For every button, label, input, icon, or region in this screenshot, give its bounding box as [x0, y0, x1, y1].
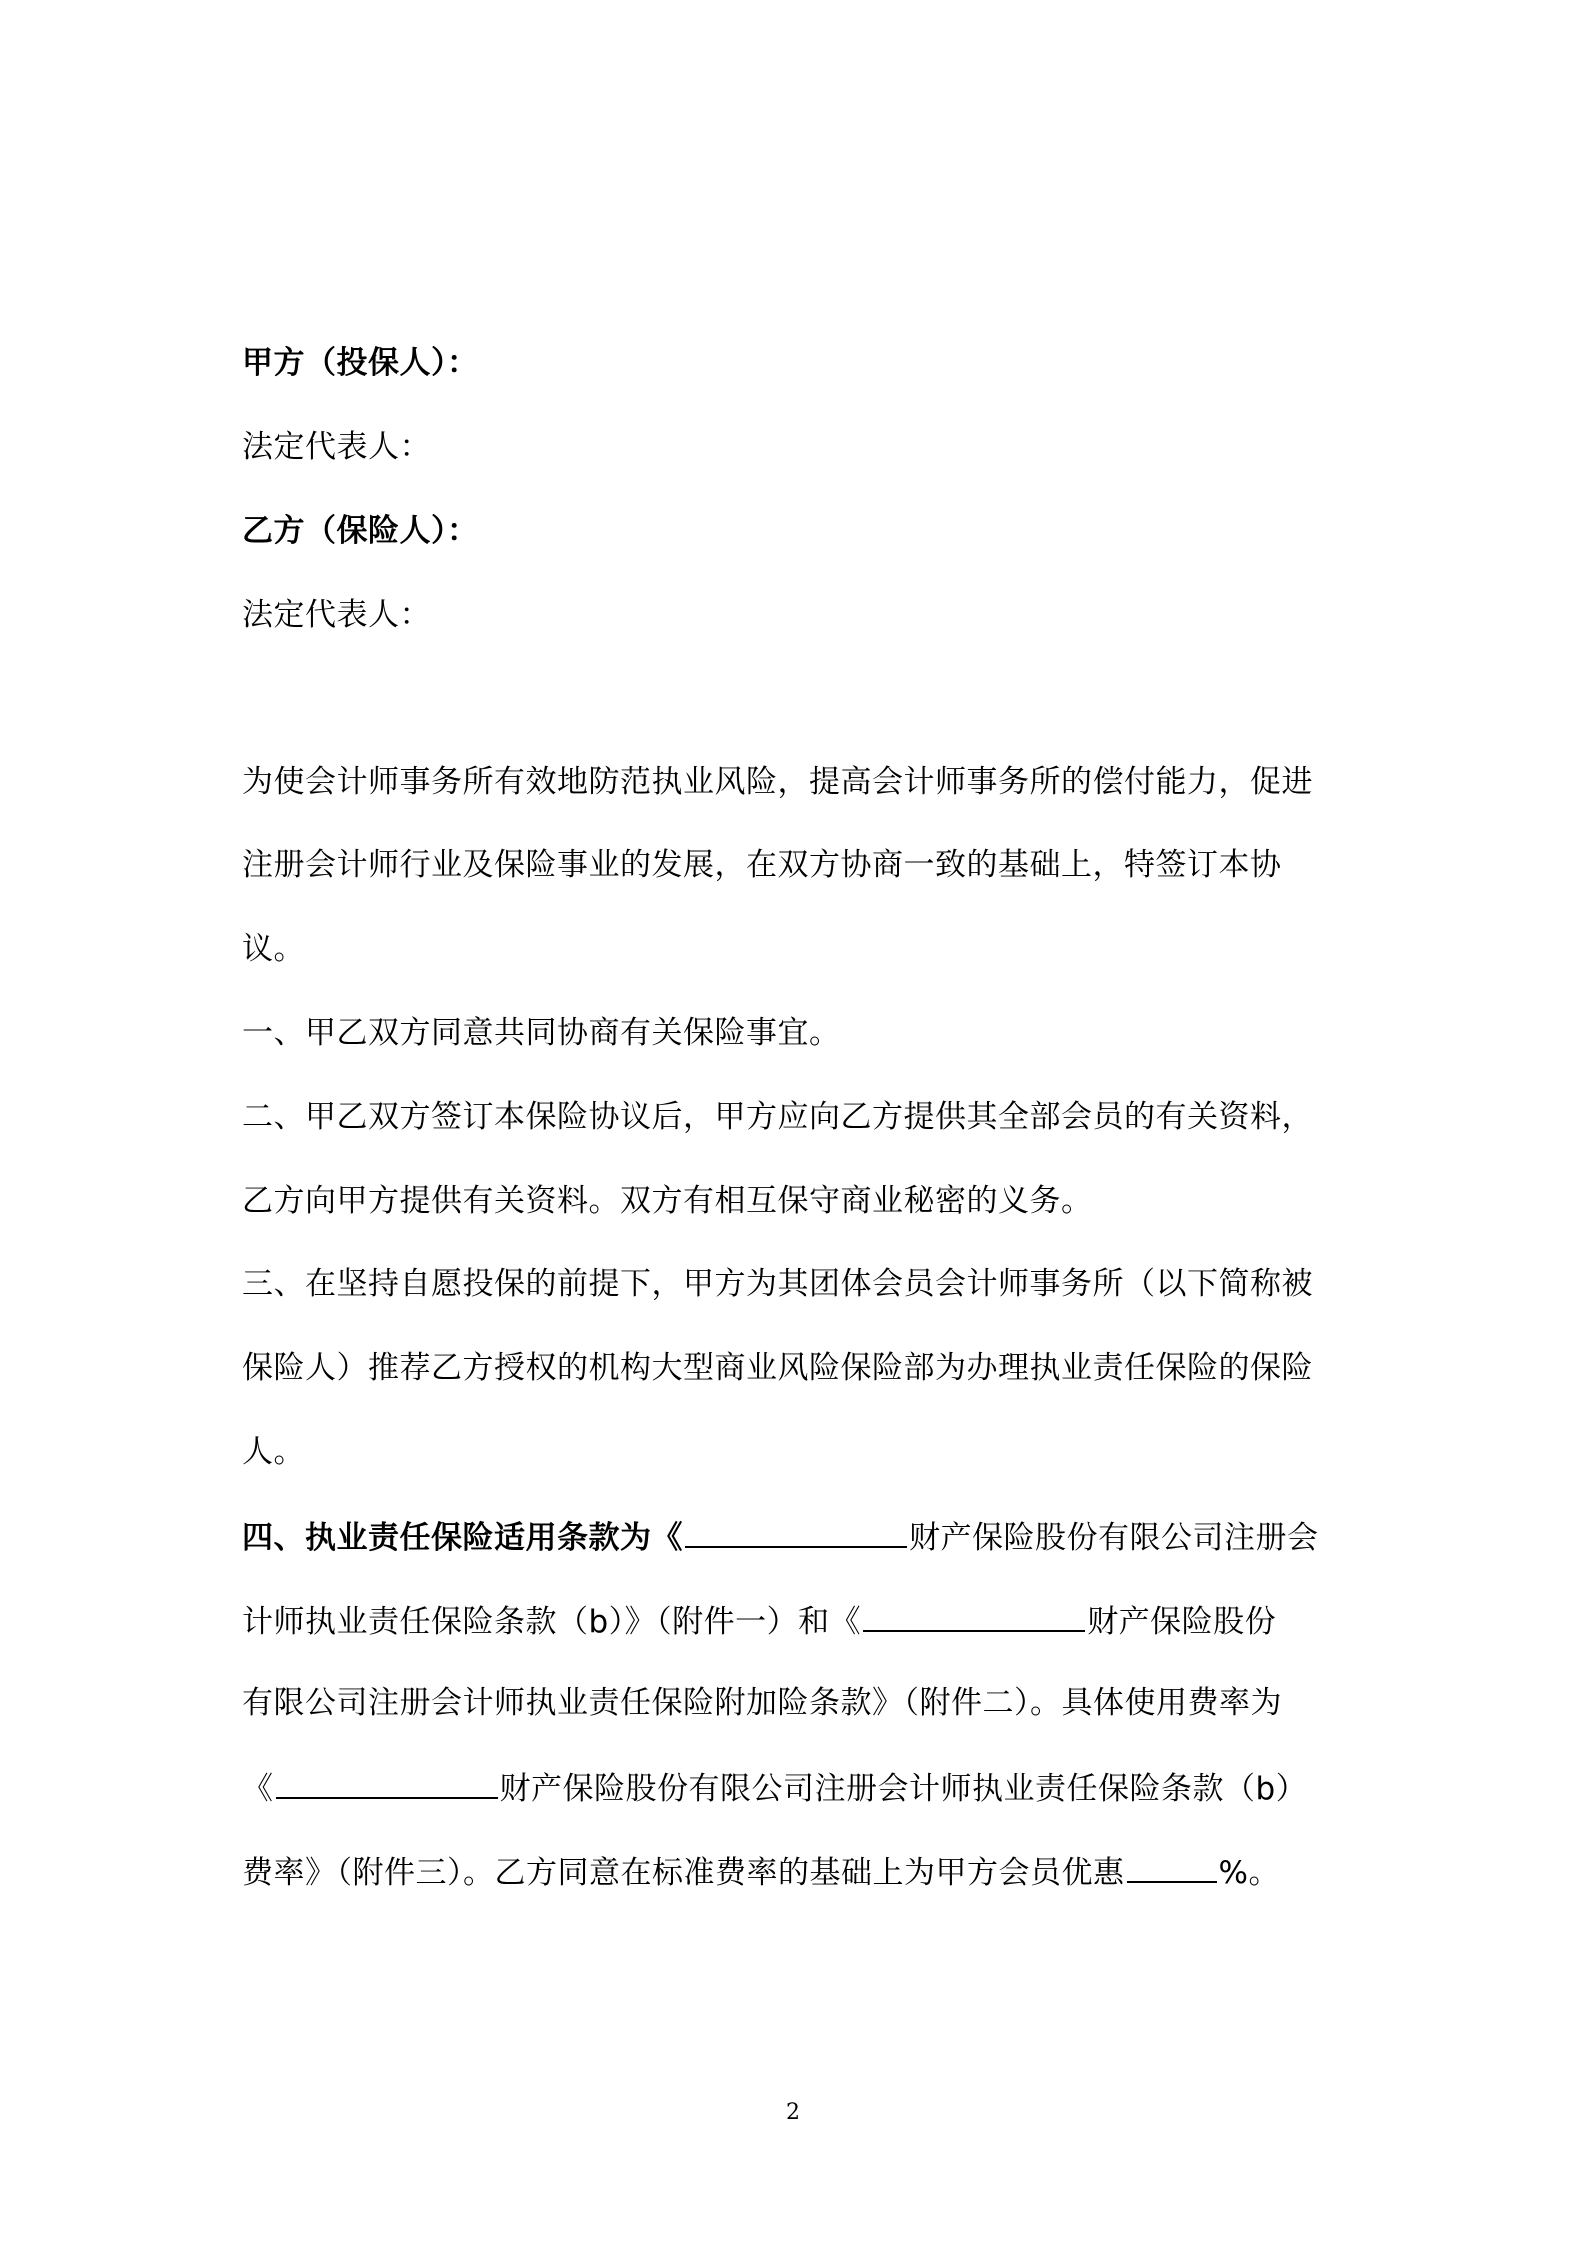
discount-percent-blank[interactable]: [1127, 1851, 1217, 1883]
clause-2-line: 乙方向甲方提供有关资料。双方有相互保守商业秘密的义务。: [242, 1183, 1093, 1219]
clause-2-line: 二、甲乙双方签订本保险协议后，甲方应向乙方提供其全部会员的有关资料，: [242, 1099, 1313, 1135]
clause-4-text: 《: [242, 1771, 274, 1807]
insurer-name-blank[interactable]: [685, 1516, 907, 1548]
clause-4-text: 费率》（附件三）。乙方同意在标准费率的基础上为甲方会员优惠: [242, 1855, 1125, 1891]
clause-4-text: %。: [1218, 1855, 1280, 1891]
clause-3-line: 三、在坚持自愿投保的前提下，甲方为其团体会员会计师事务所（以下简称被: [242, 1266, 1313, 1302]
clause-4-line: [242, 1851, 1280, 1893]
clause-3-line: 人。: [242, 1434, 305, 1470]
clause-4-line: [242, 1516, 1319, 1558]
clause-4-text: 计师执业责任保险条款（b）》（附件一）和《: [242, 1604, 862, 1640]
party-b-label: 乙方（保险人）：: [242, 513, 479, 549]
party-a-representative: 法定代表人：: [242, 429, 431, 465]
clause-4-text: 财产保险股份: [1087, 1604, 1277, 1640]
clause-1-line: 一、甲乙双方同意共同协商有关保险事宜。: [242, 1015, 841, 1051]
preamble-line: 为使会计师事务所有效地防范执业风险，提高会计师事务所的偿付能力，促进: [242, 764, 1313, 800]
preamble-line: 议。: [242, 931, 305, 967]
clause-4-text: 财产保险股份有限公司注册会计师执业责任保险条款（b）: [499, 1771, 1308, 1807]
preamble-line: 注册会计师行业及保险事业的发展，在双方协商一致的基础上，特签订本协: [242, 847, 1282, 883]
clause-4-line: [242, 1600, 1276, 1642]
insurer-name-blank[interactable]: [276, 1767, 498, 1799]
clause-4-line: 有限公司注册会计师执业责任保险附加险条款》（附件二）。具体使用费率为: [242, 1685, 1282, 1721]
clause-4-text: 财产保险股份有限公司注册会: [909, 1520, 1319, 1556]
clause-3-line: 保险人）推荐乙方授权的机构大型商业风险保险部为办理执业责任保险的保险: [242, 1350, 1313, 1386]
page-number: 2: [786, 2100, 800, 2125]
clause-4-heading: 四、执业责任保险适用条款为《: [242, 1520, 683, 1556]
clause-4-line: [242, 1767, 1307, 1809]
party-a-label: 甲方（投保人）：: [242, 345, 479, 381]
insurer-name-blank[interactable]: [863, 1600, 1085, 1632]
party-b-representative: 法定代表人：: [242, 597, 431, 633]
